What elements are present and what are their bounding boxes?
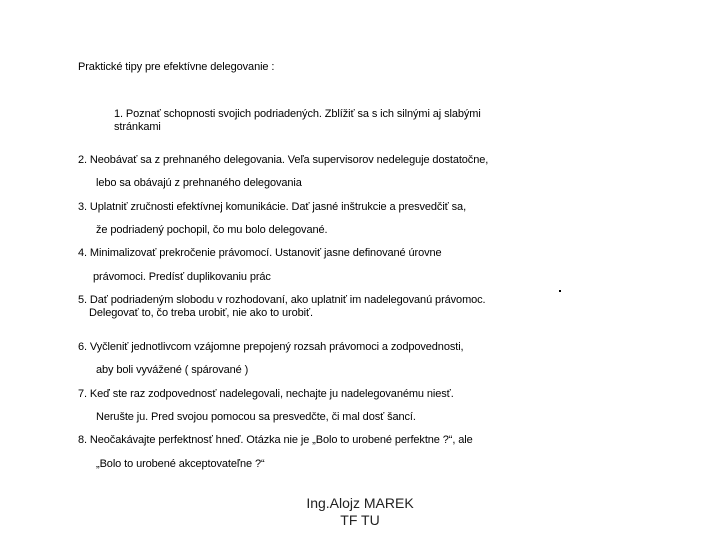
tip-3-line-1: 3. Uplatniť zručnosti efektívnej komunikácie. Dať jasné inštrukcie a presvedčiť sa,: [78, 201, 467, 213]
tip-3-line-2: že podriadený pochopil, čo mu bolo delegované.: [96, 224, 328, 236]
tip-6-line-1: 6. Vyčleniť jednotlivcom vzájomne prepojený rozsah právomoci a zodpovednosti,: [78, 341, 464, 353]
tip-8-line-2: „Bolo to urobené akceptovateľne ?“: [96, 458, 265, 470]
footer-department: TF TU: [340, 512, 380, 528]
page-heading: Praktické tipy pre efektívne delegovanie :: [78, 61, 275, 73]
stray-dot: [559, 290, 561, 292]
tip-8-line-1: 8. Neočakávajte perfektnosť hneď. Otázka nie je „Bolo to urobené perfektne ?“, ale: [78, 434, 473, 446]
tip-1-line-1: 1. Poznať schopnosti svojich podriadených. Zblížiť sa s ich silnými aj slabými: [114, 108, 481, 120]
tip-5-line-2: Delegovať to, čo treba urobiť, nie ako to urobiť.: [89, 307, 313, 319]
tip-1-line-2: stránkami: [114, 121, 161, 133]
tip-2-line-2: lebo sa obávajú z prehnaného delegovania: [96, 177, 302, 189]
tip-7-line-2: Nerušte ju. Pred svojou pomocou sa presvedčte, či mal dosť šancí.: [96, 411, 416, 423]
tip-2-line-1: 2. Neobávať sa z prehnaného delegovania. Veľa supervisorov nedeleguje dostatočne,: [78, 154, 489, 166]
tip-5-line-1: 5. Dať podriadeným slobodu v rozhodovaní, ako uplatniť im nadelegovanú právomoc.: [78, 294, 486, 306]
tip-7-line-1: 7. Keď ste raz zodpovednosť nadelegovali, nechajte ju nadelegovanému niesť.: [78, 388, 454, 400]
tip-4-line-2: právomoci. Predísť duplikovaniu prác: [93, 271, 271, 283]
tip-4-line-1: 4. Minimalizovať prekročenie právomocí. Ustanoviť jasne definované úrovne: [78, 247, 442, 259]
footer: [290, 495, 430, 529]
tip-6-line-2: aby boli vyvážené ( spárované ): [96, 364, 249, 376]
footer-author: Ing.Alojz MAREK: [306, 495, 414, 511]
